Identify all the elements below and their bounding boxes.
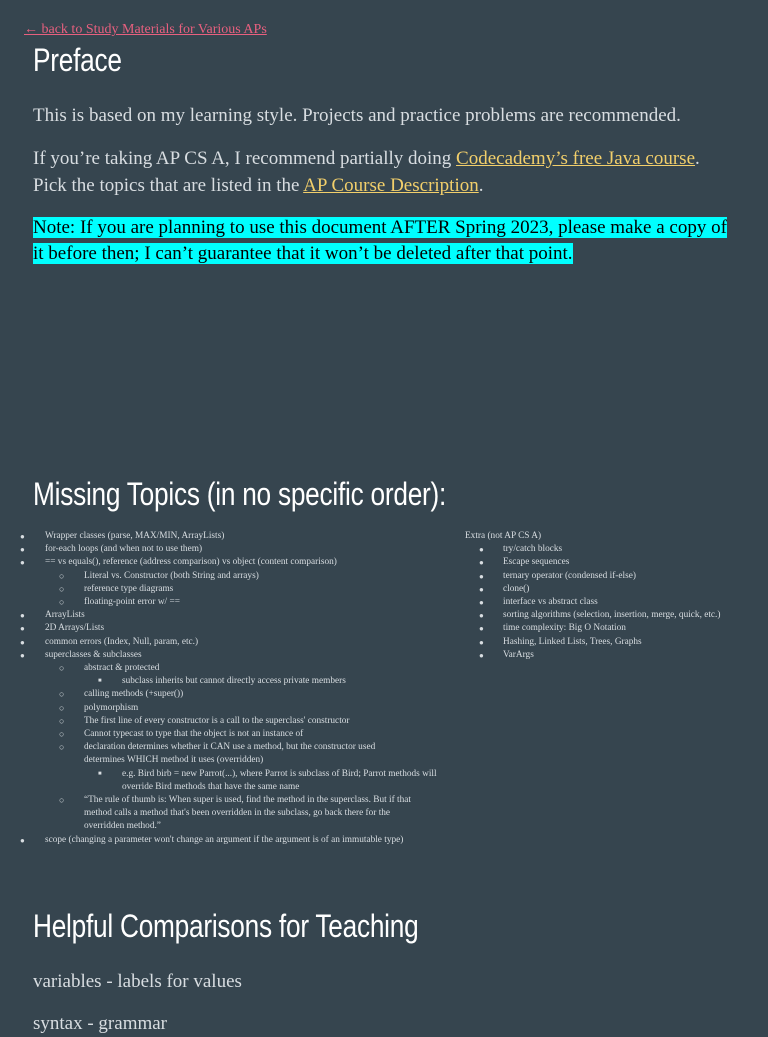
bullet-icon: ● [20,558,25,568]
missing-topic-item [0,662,460,675]
extra-topic-item [465,556,765,569]
bullet-icon: ● [479,650,484,660]
extra-topic-text: Hashing, Linked Lists, Trees, Graphs [503,636,642,647]
missing-topic-text: floating-point error w/ == [84,597,180,608]
missing-topic-item [0,834,460,847]
missing-topic-text: 2D Arrays/Lists [45,623,105,634]
preface-paragraph-2 [33,145,733,199]
bullet-icon: ○ [59,729,65,740]
bullet-icon: ○ [59,570,65,581]
missing-topic-text: for-each loops (and when not to use them) [45,544,203,555]
comparison-variables: variables - labels for values [33,971,242,992]
bullet-icon: ○ [59,597,65,608]
course-description-link[interactable]: AP Course Description [303,175,479,196]
missing-topic-text: superclasses & subclasses [45,649,142,660]
bullet-icon: ● [479,611,484,621]
missing-topic-text: Wrapper classes (parse, MAX/MIN, ArrayLists) [45,531,225,541]
bullet-icon: ■ [98,678,102,685]
bullet-icon: ● [479,637,484,647]
missing-topic-text: declaration determines whether it CAN use a method, but the constructor used determines WHICH method it uses (overridden) [84,742,376,766]
missing-topic-item [0,649,460,662]
bullet-icon: ■ [98,770,102,777]
bullet-icon: ● [479,571,484,581]
missing-topics-list [0,530,460,847]
missing-topic-item [0,543,460,556]
missing-topic-item [0,728,460,741]
bullet-icon: ● [20,624,25,634]
extra-topic-text: try/catch blocks [503,544,563,555]
highlighted-note: Note: If you are planning to use this document AFTER Spring 2023, please make a copy of it before then; I can’t guarantee that it won’t be deleted after that point. [33,217,727,264]
extra-topic-text: sorting algorithms (selection, insertion, merge, quick, etc.) [503,610,721,621]
note-paragraph [33,215,733,267]
bullet-icon: ● [20,532,25,541]
preface-heading: Preface [33,42,122,78]
missing-topic-item [0,688,460,701]
extra-topics-title: Extra (not AP CS A) [465,531,542,541]
extra-topic-item [465,583,765,596]
bullet-icon: ● [479,545,484,555]
missing-topic-text: “The rule of thumb is: When super is used, find the method in the superclass. But if that method calls a method that's been overridden in the subclass, go back there for the overridden method.” [84,795,411,832]
extra-topic-item [465,596,765,609]
missing-topic-item [0,741,460,767]
missing-topic-item [0,530,460,543]
extra-topic-text: Escape sequences [503,557,570,568]
missing-topic-text: subclass inherits but cannot directly access private members [122,676,346,687]
extra-topic-text: time complexity: Big O Notation [503,623,626,634]
missing-topics-heading: Missing Topics (in no specific order): [33,476,447,512]
helpful-comparisons-heading: Helpful Comparisons for Teaching [33,908,419,944]
bullet-icon: ○ [59,663,65,674]
missing-topic-text: The first line of every constructor is a call to the superclass' constructor [84,715,350,726]
extra-topic-text: clone() [503,583,530,594]
codecademy-link[interactable]: Codecademy’s free Java course [456,148,696,169]
extra-topic-item [465,649,765,662]
extra-topic-item [465,622,765,635]
missing-topic-text: scope (changing a parameter won't change an argument if the argument is of an immutable type) [45,834,404,845]
extra-topic-item [465,609,765,622]
bullet-icon: ○ [59,715,65,726]
p2-text-before: If you’re taking AP CS A, I recommend partially doing [33,148,457,169]
bullet-icon: ○ [59,583,65,594]
missing-topic-item [0,702,460,715]
p2-text-mid: . Pick the topics that are listed in the [33,148,700,196]
bullet-icon: ○ [59,702,65,713]
missing-topic-text: common errors (Index, Null, param, etc.) [45,636,199,647]
preface-paragraph-1: This is based on my learning style. Projects and practice problems are recommended. [33,105,681,126]
missing-topic-text: Cannot typecast to type that the object is not an instance of [84,729,304,740]
missing-topic-text: abstract & protected [84,663,160,674]
missing-topic-text: Literal vs. Constructor (both String and arrays) [84,570,259,581]
missing-topic-item [0,583,460,596]
missing-topic-text: == vs equals(), reference (address comparison) vs object (content comparison) [45,557,337,568]
missing-topic-item [0,622,460,635]
missing-topic-text: ArrayLists [45,610,85,621]
bullet-icon: ● [479,598,484,608]
missing-topic-item [0,715,460,728]
back-link[interactable]: ← back to Study Materials for Various APs [24,22,267,37]
bullet-icon: ○ [59,742,65,753]
extra-topics-column [465,530,765,662]
extra-topic-item [465,570,765,583]
bullet-icon: ● [479,584,484,594]
extra-topic-item [465,636,765,649]
missing-topic-item [0,768,460,794]
missing-topic-item [0,609,460,622]
extra-topic-text: VarArgs [503,649,534,660]
missing-topic-text: polymorphism [84,702,139,713]
missing-topic-item [0,596,460,609]
bullet-icon: ● [20,637,25,647]
extra-topic-item [465,543,765,556]
bullet-icon: ● [479,624,484,634]
bullet-icon: ● [20,545,25,555]
missing-topics-left-column [0,530,460,847]
bullet-icon: ● [479,558,484,568]
missing-topic-text: calling methods (+super()) [84,689,184,700]
bullet-icon: ● [20,611,25,621]
missing-topic-text: reference type diagrams [84,583,174,594]
p2-text-end: . [478,175,484,196]
missing-topic-item [0,794,460,834]
extra-topics-list [465,543,765,662]
missing-topic-item [0,556,460,569]
missing-topic-item [0,636,460,649]
missing-topic-item [0,675,460,688]
bullet-icon: ○ [59,689,65,700]
extra-topic-text: ternary operator (condensed if-else) [503,570,636,581]
missing-topic-item [0,570,460,583]
bullet-icon: ○ [59,795,65,806]
extra-topic-text: interface vs abstract class [503,597,598,608]
missing-topic-text: e.g. Bird birb = new Parrot(...), where Parrot is subclass of Bird; Parrot methods will override Bird methods that have the same name [122,768,437,792]
bullet-icon: ● [20,650,25,660]
bullet-icon: ● [20,835,25,845]
comparison-syntax: syntax - grammar [33,1013,168,1034]
